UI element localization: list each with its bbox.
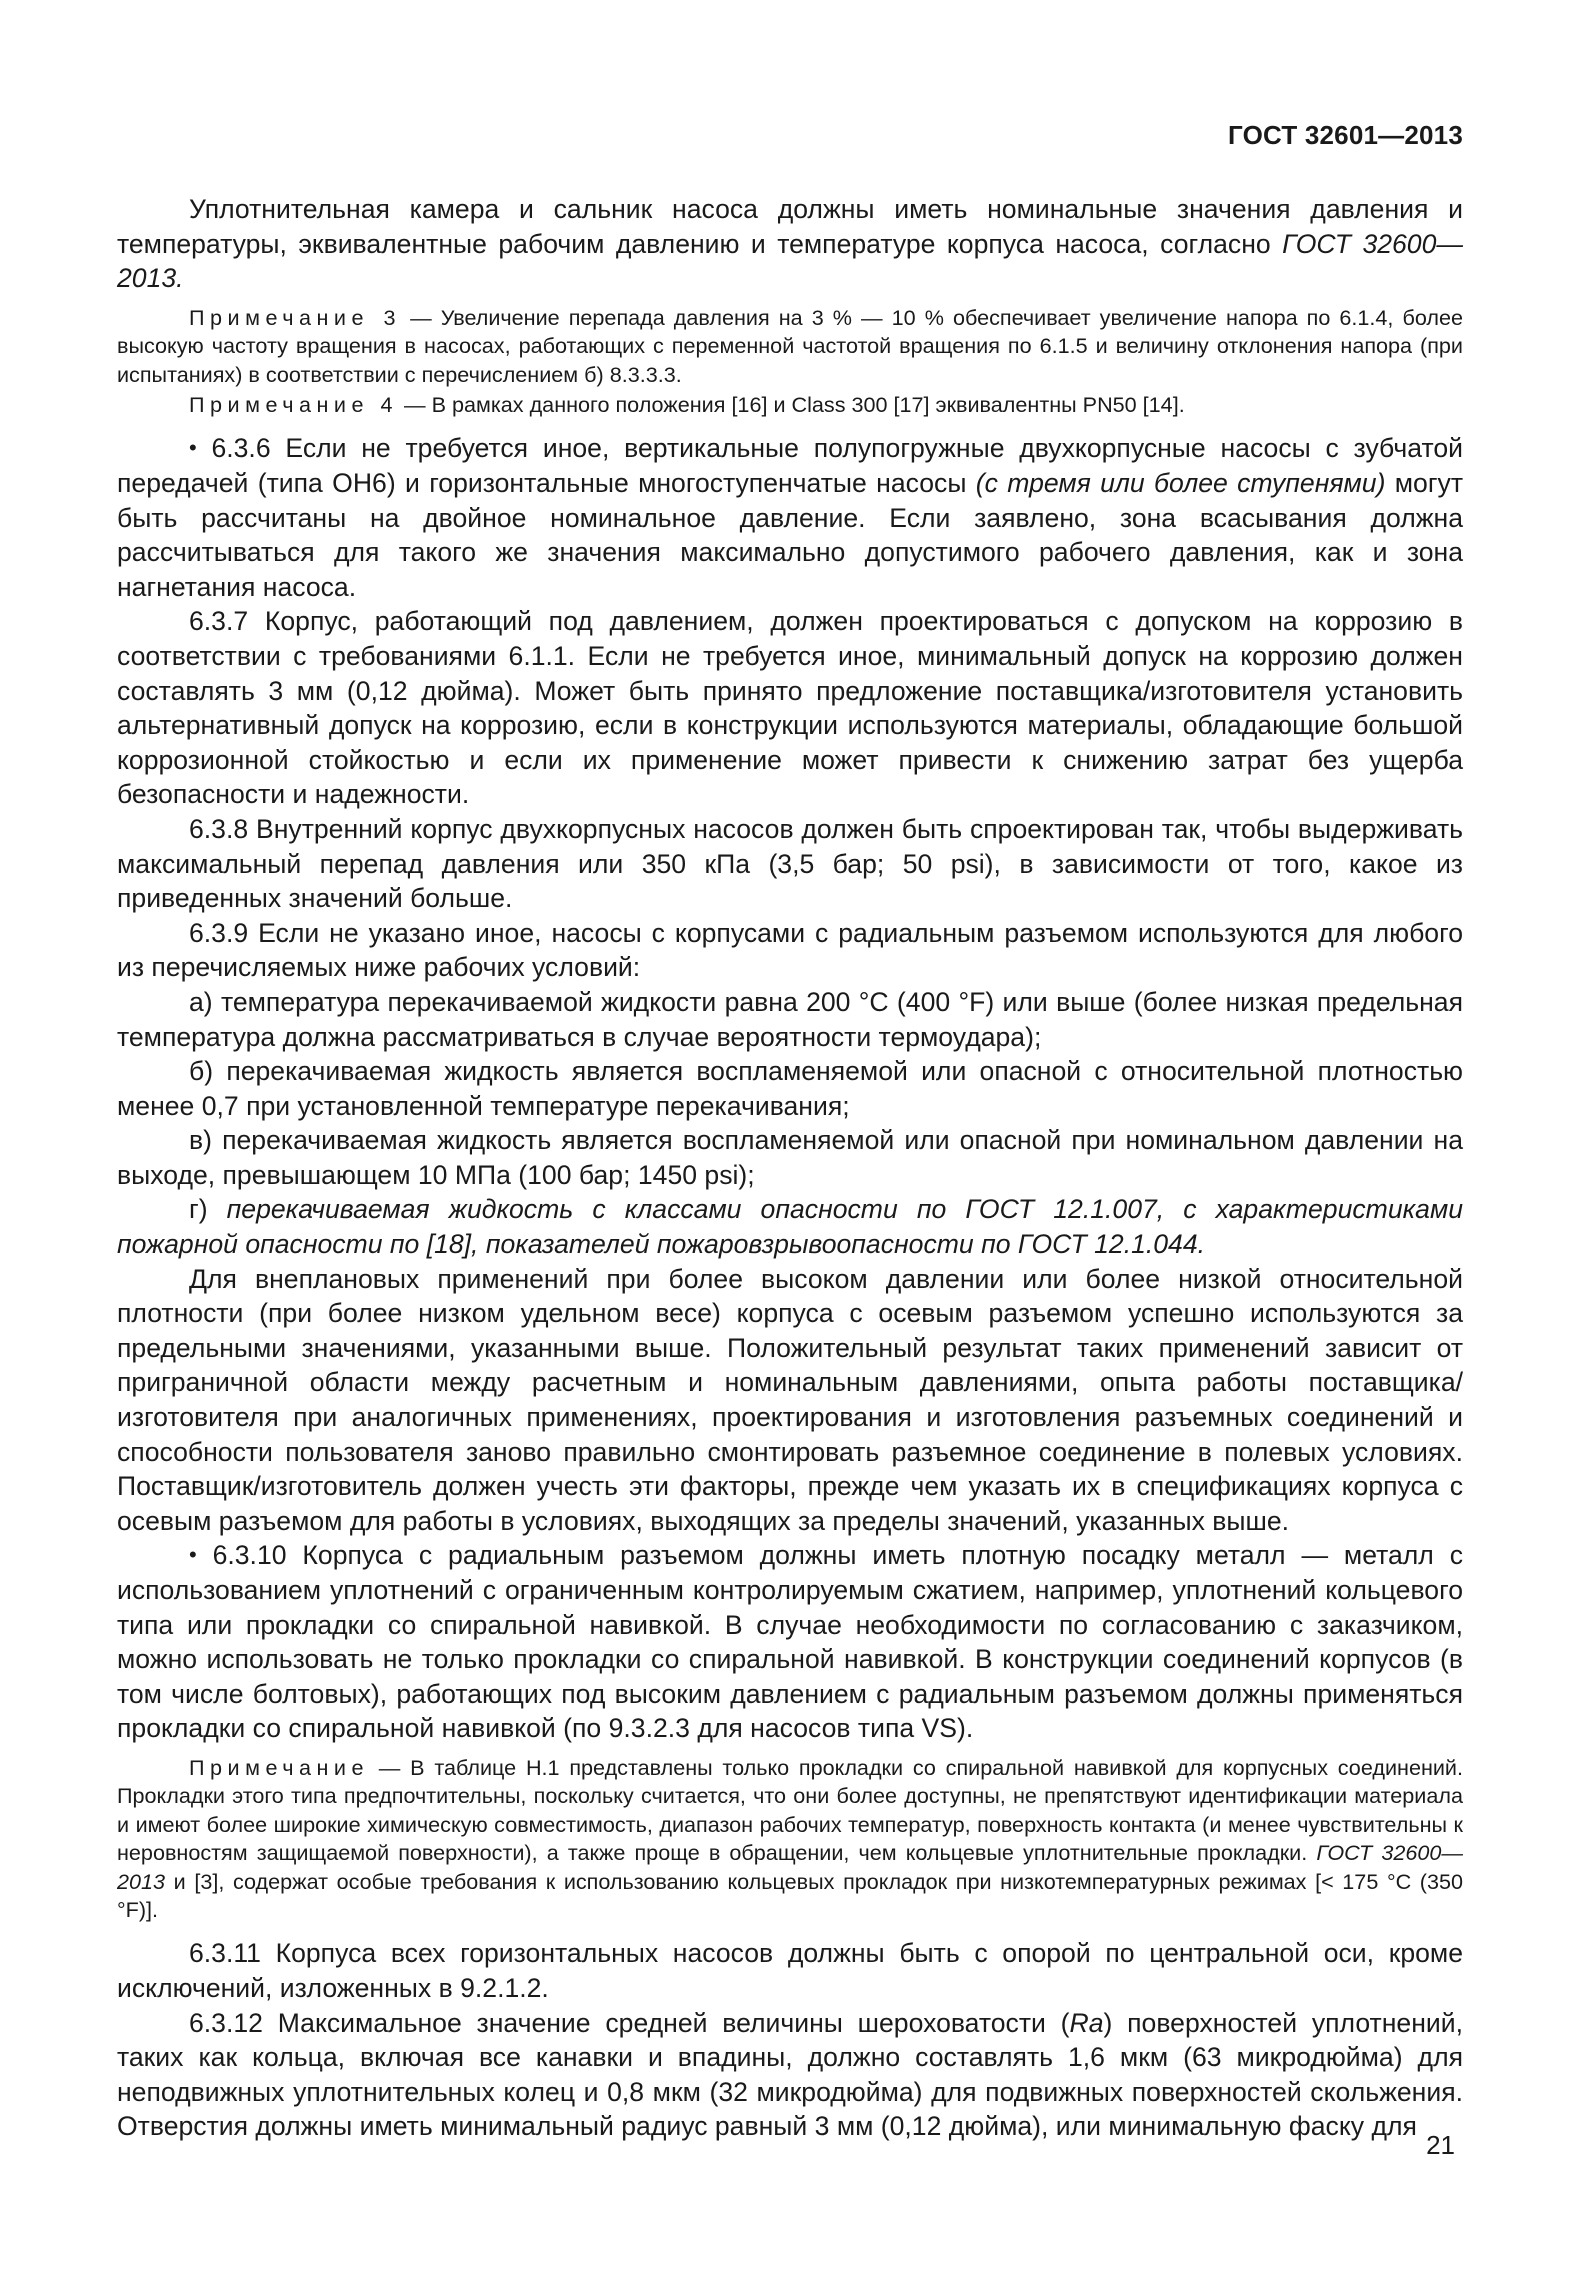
note-label: Примечание <box>189 1754 369 1780</box>
standard-reference: ГОСТ 32600—2013. <box>117 228 1463 294</box>
clause-6-3-6: • 6.3.6 Если не требуется иное, вертикальные полупогружные двухкорпусные насосы с зубчатой передачей (типа ОН6) и горизонтальные многоступенчатые насосы (с тремя или более ступенями) могут быть рассчитаны на двойное номинальное давление. Если заявлено, зона всасывания должна рассчитываться для такого же значения максимально допустимого рабочего давления, как и зона нагнетания насоса. <box>117 433 1463 602</box>
change-marker-bullet: • <box>189 1542 197 1568</box>
clause-6-3-12: 6.3.12 Максимальное значение средней величины шероховатости (Ra) поверхностей уплотнений, таких как кольца, включая все канавки и впадины, должно составлять 1,6 мкм (63 микродюйма) для неподвижных уплотнительных колец и 0,8 мкм (32 микродюйма) для подвижных поверхностей скольжения. Отверстия должны иметь минимальный радиус равный 3 мм (0,12 дюйма), или минимальную фаску для <box>117 2007 1463 2142</box>
clause-6-3-7: 6.3.7 Корпус, работающий под давлением, должен проектироваться с допуском на коррозию в соответствии с требованиями 6.1.1. Если не требуется иное, минимальный допуск на коррозию должен составлять 3 мм (0,12 дюйма). Может быть принято предложение поставщика/изготовителя установить альтернативный допуск на коррозию, если в конструкции используются материалы, обладающие большой коррозионной стойкостью и если их применение может привести к снижению затрат без ущерба безопасности и надежности. <box>117 606 1463 810</box>
note-3: Примечание 3 — Увеличение перепада давления на 3 % — 10 % обеспечивает увеличение напора по 6.1.4, более высокую частоту вращения в насосах, работающих с переменной частотой вращения по 6.1.5 и величину отклонения напора (при испытаниях) в соответствии с перечислением б) 8.3.3.3. <box>117 304 1463 387</box>
list-item-g: г) перекачиваемая жидкость с классами опасности по ГОСТ 12.1.007, с характеристиками пожарной опасности по [18], показателей пожаровзрывоопасности по ГОСТ 12.1.044. <box>117 1194 1463 1260</box>
list-item-a: а) температура перекачиваемой жидкости равна 200 °С (400 °F) или выше (более низкая предельная температура должна рассматриваться в случае вероятности термоудара); <box>117 986 1463 1052</box>
page-body <box>117 192 1463 2144</box>
list-item-b: б) перекачиваемая жидкость является воспламеняемой или опасной с относительной плотностью менее 0,7 при установленной температуре перекачивания; <box>117 1056 1463 1121</box>
note-4: Примечание 4 — В рамках данного положения [16] и Class 300 [17] эквивалентны PN50 [14]. <box>189 392 1185 417</box>
paragraph-seal-chamber: Уплотнительная камера и сальник насоса должны иметь номинальные значения давления и температуры, эквивалентные рабочим давлению и температуре корпуса насоса, согласно ГОСТ 32600—2013. <box>117 194 1463 294</box>
clause-6-3-10: • 6.3.10 Корпуса с радиальным разъемом должны иметь плотную посадку металл — металл с использованием уплотнений с ограниченным контролируемым сжатием, например, уплотнений кольцевого типа или прокладки со спиральной навивкой. В случае необходимости по согласованию с заказчиком, можно использовать не только прокладки со спиральной навивкой. В конструкции соединений корпусов (в том числе болтовых), работающих под высоким давлением с радиальным разъемом должны применяться прокладки со спиральной навивкой (по 9.3.2.3 для насосов типа VS). <box>117 1540 1463 1744</box>
list-item-v: в) перекачиваемая жидкость является воспламеняемой или опасной при номинальном давлении на выходе, превышающем 10 МПа (100 бар; 1450 psi); <box>117 1125 1463 1190</box>
clause-6-3-8: 6.3.8 Внутренний корпус двухкорпусных насосов должен быть спроектирован так, чтобы выдерживать максимальный перепад давления или 350 кПа (3,5 бар; 50 psi), в зависимости от того, какое из приведенных значений больше. <box>117 813 1463 914</box>
clause-6-3-11: 6.3.11 Корпуса всех горизонтальных насосов должны быть с опорой по центральной оси, кроме исключений, изложенных в 9.2.1.2. <box>117 1938 1463 2003</box>
note-gaskets: Примечание — В таблице Н.1 представлены только прокладки со спиральной навивкой для корпусных соединений. Прокладки этого типа предпочтительны, поскольку считается, что они более доступны, не препятствуют идентификации материала и имеют более широкие химическую совместимость, диапазон рабочих температур, поверхность контакта (и менее чувствительны к неровностям защищаемой поверхности), а также проще в обращении, чем кольцевые уплотнительные прокладки. ГОСТ 32600—2013 и [3], содержат особые требования к использованию кольцевых прокладок при низкотемпературных режимах [< 175 °С (350 °F)]. <box>117 1754 1463 1922</box>
note-label: Примечание 3 <box>189 304 402 330</box>
note-label: Примечание 4 <box>189 392 398 417</box>
paragraph-unplanned-applications: Для внеплановых применений при более высоком давлении или более низкой относительной плотности (при более низком удельном весе) корпуса с осевым разъемом успешно используются за предельными значениями, указанными выше. Положительный результат таких применений зависит от приграничной области между расчетным и номинальным давлениями, опыта работы поставщика/изготовителя при аналогичных применениях, проектирования и изготовления разъемных соединений и способности пользователя заново правильно смонтировать разъемное соединение в полевых условиях. Поставщик/изготовитель должен учесть эти факторы, прежде чем указать их в спецификациях корпуса с осевым разъемом для работы в условиях, выходящих за пределы значений, указанных выше. <box>117 1263 1463 1536</box>
page-number: 21 <box>1426 2130 1455 2160</box>
change-marker-bullet: • <box>189 435 197 461</box>
standard-header: ГОСТ 32601—2013 <box>1228 120 1463 150</box>
clause-6-3-9: 6.3.9 Если не указано иное, насосы с корпусами с радиальным разъемом используются для любого из перечисляемых ниже рабочих условий: <box>117 917 1463 983</box>
